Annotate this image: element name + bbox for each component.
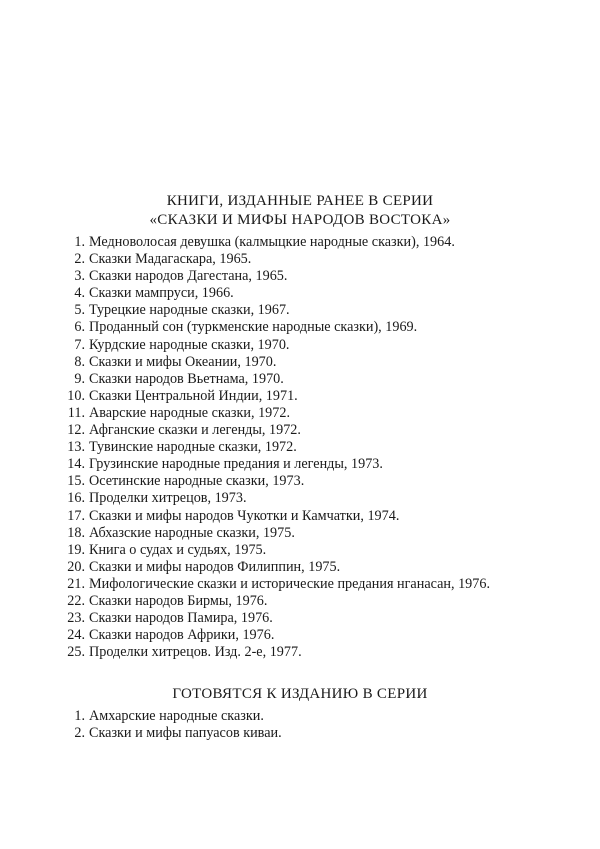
item-title: Абхазские народные сказки, 1975. — [89, 524, 295, 541]
item-number: 19. — [67, 541, 85, 558]
item-title: Курдские народные сказки, 1970. — [89, 336, 290, 353]
item-number: 20. — [67, 558, 85, 575]
list-item — [66, 593, 490, 610]
item-title: Тувинские народные сказки, 1972. — [89, 439, 297, 456]
item-number: 10. — [67, 387, 85, 404]
list-item — [66, 354, 490, 371]
list-item — [66, 234, 490, 251]
item-number: 7. — [74, 336, 85, 353]
item-title: Грузинские народные предания и легенды, 1973. — [89, 456, 383, 473]
item-number: 17. — [67, 507, 85, 524]
list-item — [66, 490, 490, 507]
item-title: Аварские народные сказки, 1972. — [89, 404, 291, 421]
published-heading-line1: КНИГИ, ИЗДАННЫЕ РАНЕЕ В СЕРИИ — [166, 193, 434, 209]
list-item — [66, 456, 490, 473]
list-item — [66, 708, 282, 725]
item-title: Турецкие народные сказки, 1967. — [89, 302, 290, 319]
item-number: 2. — [74, 251, 85, 268]
item-title: Проделки хитрецов, 1973. — [89, 490, 247, 507]
item-title: Амхарские народные сказки. — [89, 708, 264, 724]
item-title: Сказки народов Африки, 1976. — [89, 627, 275, 644]
list-item — [66, 542, 490, 559]
item-number: 23. — [67, 610, 85, 627]
list-item — [66, 388, 490, 405]
list-item — [66, 405, 490, 422]
list-item — [66, 508, 490, 525]
list-item — [66, 644, 490, 661]
list-item — [66, 439, 490, 456]
item-title: Сказки народов Бирмы, 1976. — [89, 592, 268, 609]
upcoming-heading: ГОТОВЯТСЯ К ИЗДАНИЮ В СЕРИИ — [172, 686, 428, 702]
item-number: 13. — [67, 439, 85, 456]
list-item — [66, 422, 490, 439]
item-number: 1. — [74, 708, 85, 724]
item-number: 9. — [74, 370, 85, 387]
upcoming-books-list — [66, 708, 282, 742]
list-item — [66, 319, 490, 336]
item-title: Сказки народов Дагестана, 1965. — [89, 268, 288, 285]
item-number: 6. — [74, 319, 85, 336]
list-item — [66, 576, 490, 593]
list-item — [66, 610, 490, 627]
list-item — [66, 285, 490, 302]
item-title: Сказки и мифы народов Чукотки и Камчатки, 1974. — [89, 507, 400, 524]
list-item — [66, 371, 490, 388]
list-item — [66, 525, 490, 542]
item-number: 24. — [67, 627, 85, 644]
item-title: Книга о судах и судьях, 1975. — [89, 541, 267, 558]
item-title: Сказки и мифы Океании, 1970. — [89, 353, 277, 370]
item-number: 8. — [74, 353, 85, 370]
item-title: Медноволосая девушка (калмыцкие народные сказки), 1964. — [89, 234, 455, 250]
item-number: 25. — [67, 644, 85, 661]
item-title: Сказки Центральной Индии, 1971. — [89, 387, 298, 404]
list-item — [66, 559, 490, 576]
item-title: Сказки народов Памира, 1976. — [89, 610, 273, 627]
item-number: 22. — [67, 592, 85, 609]
published-books-list — [66, 234, 490, 661]
item-number: 2. — [74, 725, 85, 742]
list-item — [66, 302, 490, 319]
item-title: Мифологические сказки и исторические предания нганасан, 1976. — [89, 575, 490, 592]
item-number: 21. — [67, 575, 85, 592]
item-number: 11. — [67, 404, 85, 421]
published-heading-line2: «СКАЗКИ И МИФЫ НАРОДОВ ВОСТОКА» — [149, 212, 451, 228]
item-number: 3. — [74, 268, 85, 285]
list-item — [66, 725, 282, 742]
item-number: 1. — [74, 234, 85, 250]
list-item — [66, 268, 490, 285]
list-item — [66, 337, 490, 354]
item-number: 4. — [74, 285, 85, 302]
item-title: Проделки хитрецов. Изд. 2-е, 1977. — [89, 644, 302, 661]
item-number: 16. — [67, 490, 85, 507]
item-title: Сказки и мифы народов Филиппин, 1975. — [89, 558, 341, 575]
item-number: 15. — [67, 473, 85, 490]
item-title: Сказки и мифы папуасов киваи. — [89, 725, 282, 742]
item-title: Проданный сон (туркменские народные сказки), 1969. — [89, 319, 418, 336]
item-number: 18. — [67, 524, 85, 541]
list-item — [66, 473, 490, 490]
item-title: Осетинские народные сказки, 1973. — [89, 473, 305, 490]
list-item — [66, 251, 490, 268]
item-title: Сказки мампруси, 1966. — [89, 285, 234, 302]
item-number: 12. — [67, 422, 85, 439]
item-title: Сказки Мадагаскара, 1965. — [89, 251, 252, 268]
item-title: Афганские сказки и легенды, 1972. — [89, 422, 301, 439]
list-item — [66, 627, 490, 644]
item-number: 14. — [67, 456, 85, 473]
item-number: 5. — [74, 302, 85, 319]
item-title: Сказки народов Вьетнама, 1970. — [89, 370, 284, 387]
